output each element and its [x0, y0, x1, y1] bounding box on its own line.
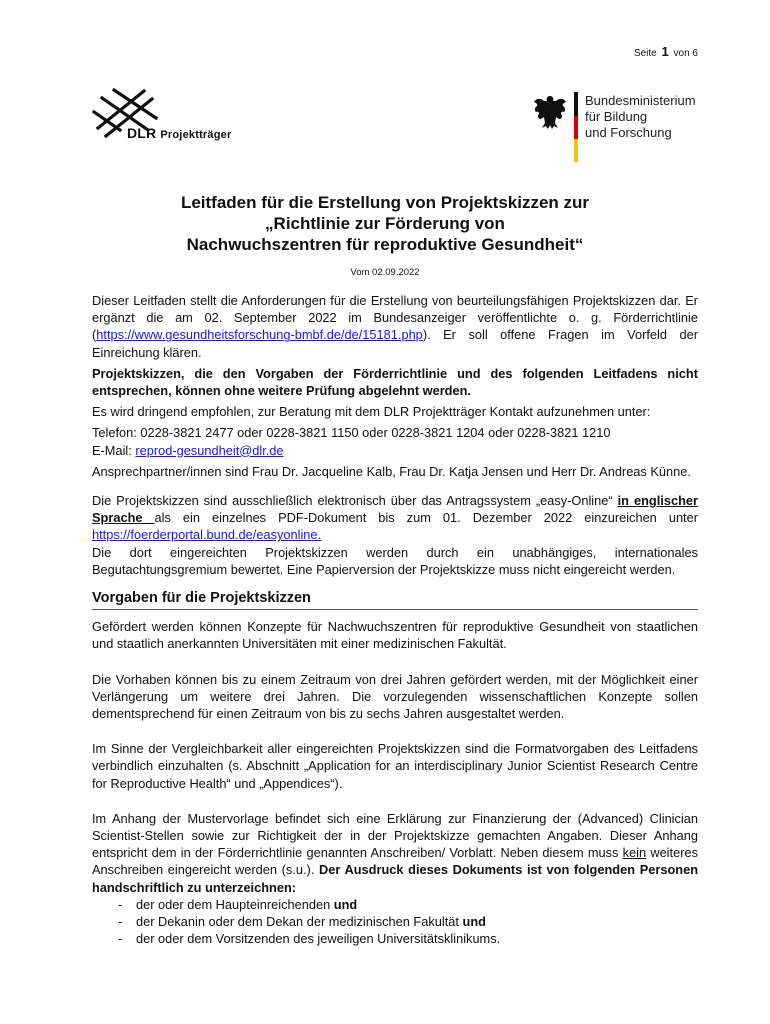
- list-item: - der Dekanin oder dem Dekan der medizinischen Fakultät und: [118, 914, 486, 930]
- document-body: [92, 292, 698, 948]
- document-date: Vom 02.09.2022: [350, 267, 420, 278]
- signatories-list: [92, 896, 698, 948]
- contact-persons: Ansprechpartner/innen sind Frau Dr. Jacqueline Kalb, Frau Dr. Katja Jensen und Herr Dr. Andreas Künne.: [92, 463, 691, 479]
- review-paragraph: Die dort eingereichten Projektskizzen werden durch ein unabhängiges, internationales Begutachtungsgremium bewertet. Eine Papierversion der Projektskizze muss nicht eingereicht werden.: [92, 544, 698, 577]
- page-total: von 6: [673, 48, 698, 59]
- document-title: Leitfaden für die Erstellung von Projektskizzen zur „Richtlinie zur Förderung von Nachwuchszentren für reproduktive Gesundheit“: [180, 193, 590, 254]
- submission-paragraph: Die Projektskizzen sind ausschließlich elektronisch über das Antragssystem „easy-Online“ in englischer Sprache als ein einzelnes PDF-Dokument bis zum 01. Dezember 2022 einzureichen unter https://foerderportal.bund.de/easyonline.: [92, 493, 698, 543]
- contact-phone: Telefon: 0228-3821 2477 oder 0228-3821 1150 oder 0228-3821 1204 oder 0228-3821 1210: [92, 425, 611, 441]
- section-paragraph-3: Im Sinne der Vergleichbarkeit aller eingereichten Projektskizzen sind die Formatvorgaben des Leitfadens verbindlich einzuhalten (s. Abschnitt „Application for an interdisciplinary Junior Scientist Research Centre for Reproductive Health“ und „Appendices“).: [92, 741, 698, 791]
- section-paragraph-4: Im Anhang der Mustervorlage befindet sich eine Erklärung zur Finanzierung der (Advanced) Clinician Scientist-Stellen sowie zur Richtigkeit der in der Projektskizze gemachten Angaben. Dieser Anhang entspricht dem in der Förderrichtlinie genannten Anschreiben/ Vorblatt. Neben diesem muss kein weiteres Anschreiben eingereicht werden (s.u.). Der Ausdruck dieses Dokuments ist von folgenden Personen handschriftlich zu unterzeichnen:: [92, 810, 699, 895]
- intro-paragraph: Dieser Leitfaden stellt die Anforderungen für die Erstellung von beurteilungsfähigen Projektskizzen dar. Er ergänzt die am 02. September 2022 im Bundesanzeiger veröffentlichte o. g. Förderrichtlinie (https://www.gesundheitsforschung-bmbf.de/de/15181.php). Er soll offene Fragen im Vorfeld der Einreichung klären.: [92, 293, 698, 360]
- section-paragraph-2: Die Vorhaben können bis zu einem Zeitraum von drei Jahren gefördert werden, mit der Möglichkeit einer Verlängerung um weitere drei Jahren. Die vorzulegenden wissenschaftlichen Konzepte sollen dementsprechend für einen Zeitraum von bis zu sechs Jahren ausgestaltet werden.: [92, 671, 698, 722]
- email-link[interactable]: reprod-gesundheit@dlr.de: [135, 442, 284, 458]
- section-paragraph-1: Gefördert werden können Konzepte für Nachwuchszentren für reproduktive Gesundheit von staatlichen und staatlich anerkannten Universitäten mit einer medizinischen Fakultät.: [92, 619, 698, 652]
- section-heading: Vorgaben für die Projektskizzen: [92, 590, 698, 610]
- bmbf-logo-text: Bundesministerium für Bildung und Forschung: [585, 93, 696, 140]
- federal-eagle-icon: [532, 92, 568, 132]
- page-current: 1: [661, 44, 669, 59]
- easyonline-link[interactable]: https://foerderportal.bund.de/easyonline.: [92, 527, 322, 543]
- guideline-link[interactable]: https://www.gesundheitsforschung-bmbf.de/de/15181.php: [96, 327, 423, 343]
- list-item: - der oder dem Vorsitzenden des jeweiligen Universitätsklinikums.: [118, 931, 501, 947]
- contact-recommendation: Es wird dringend empfohlen, zur Beratung mit dem DLR Projektträger Kontakt aufzunehmen unter:: [92, 404, 651, 420]
- list-item: - der oder dem Haupteinreichenden und: [118, 896, 358, 912]
- contact-email: E-Mail: reprod-gesundheit@dlr.de: [92, 442, 284, 458]
- german-flag-bar: [574, 92, 578, 162]
- page-label: Seite: [633, 48, 657, 59]
- dlr-logo-text: DLR Projektträger: [127, 125, 232, 141]
- rejection-notice: Projektskizzen, die den Vorgaben der Förderrichtlinie und des folgenden Leitfadens nicht entsprechen, können ohne weitere Prüfung abgelehnt werden.: [92, 365, 698, 399]
- page-number: [634, 44, 698, 59]
